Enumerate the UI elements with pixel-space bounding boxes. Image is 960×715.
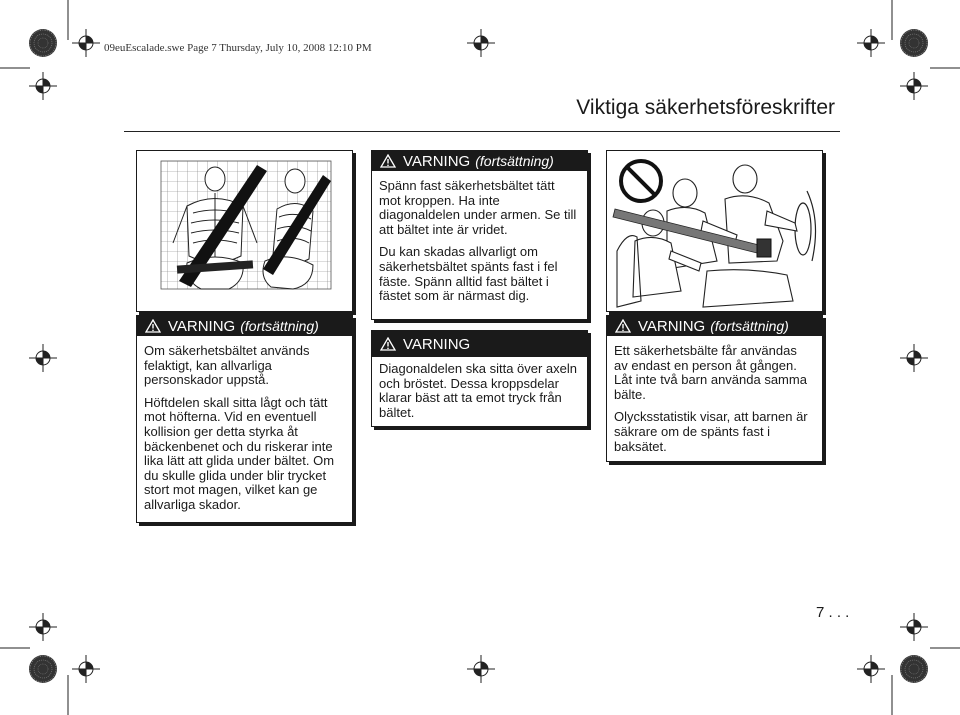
page-title: Viktiga säkerhetsföreskrifter [576, 96, 835, 119]
page-number: 7 . . . [816, 604, 850, 621]
warning-paragraph: Höftdelen skall sitta lågt och tätt mot höfterna. Vid en eventuell kollision ger detta styrka åt bäckenbenet och du riskerar inte lika lätt att glida under bältet. Om du skulle glida under blir trycket stort mot magen, vilket kan ge allvarliga skador. [144, 394, 335, 512]
warning-paragraph: Du kan skadas allvarligt om säkerhetsbältet spänts fast i fel fäste. Spänn alltid fast bältet i fästet som är närmast dig. [379, 244, 558, 304]
warning-continued-label: (fortsättning) [240, 318, 319, 334]
warning-continued-label: (fortsättning) [710, 318, 789, 334]
warning-paragraph: Ett säkerhetsbälte får användas av endast en person åt gången. Låt inte två barn använda samma bälte. [614, 343, 807, 402]
warning-paragraph: Om säkerhetsbältet används felaktigt, kan allvarliga personskador uppstå. [144, 343, 310, 388]
warning-heading-bar [137, 316, 352, 336]
warning-box-diagonal-belt [371, 330, 588, 427]
warning-paragraph: Olycksstatistik visar, att barnen är säkrare om de spänts fast i baksätet. [614, 409, 808, 454]
warning-paragraph: Diagonaldelen ska sitta över axeln och bröstet. Dessa kroppsdelar klarar bäst att ta emot tryck från bältet. [379, 361, 578, 420]
shared-belt-illustration [606, 150, 823, 312]
warning-box-hip-belt [136, 315, 353, 523]
warning-box-one-person [606, 315, 823, 462]
warning-box-belt-tight [371, 150, 588, 320]
warning-label: VARNING [403, 152, 471, 170]
warning-triangle-icon [145, 319, 161, 333]
skeleton-illustration [137, 151, 352, 311]
warning-label: VARNING [638, 317, 706, 335]
file-info-line: 09euEscalade.swe Page 7 Thursday, July 10, 2008 12:10 PM [104, 42, 372, 54]
prohibition-icon [621, 161, 661, 201]
warning-triangle-icon [380, 337, 396, 351]
warning-label: VARNING [168, 317, 236, 335]
belt-position-illustration [136, 150, 353, 312]
warning-triangle-icon [615, 319, 631, 333]
warning-continued-label: (fortsättning) [475, 153, 554, 169]
warning-heading-bar [607, 316, 822, 336]
warning-heading-bar [372, 151, 587, 171]
warning-paragraph: Spänn fast säkerhetsbältet tätt mot kroppen. Ha inte diagonaldelen under armen. Se till att bältet inte är vridet. [379, 178, 577, 237]
children-sharing-belt-illustration [607, 151, 822, 311]
warning-triangle-icon [380, 154, 396, 168]
warning-label: VARNING [403, 335, 471, 353]
warning-heading-bar [372, 331, 587, 357]
title-divider [124, 131, 840, 132]
